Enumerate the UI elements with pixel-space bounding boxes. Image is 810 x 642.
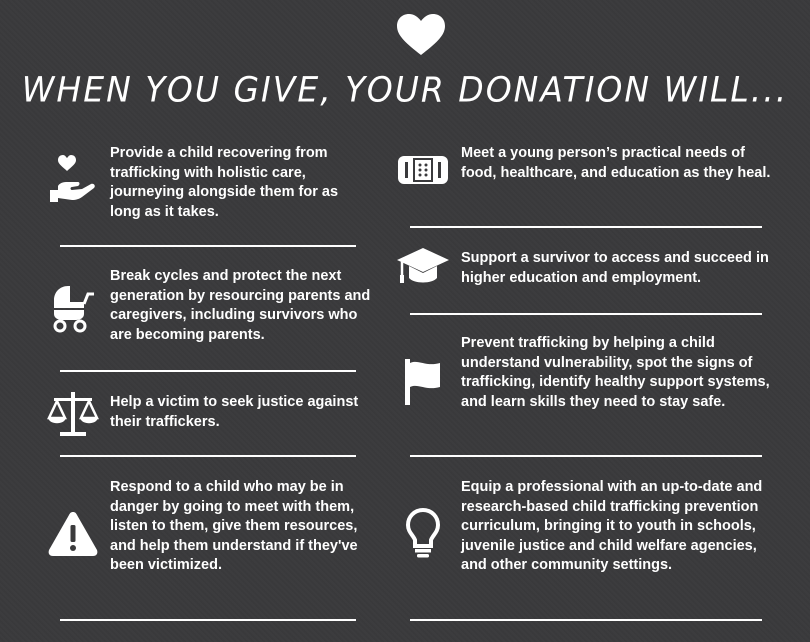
right-item-2-text: Support a survivor to access and succeed in higher education and employment. (461, 250, 769, 286)
right-divider-1 (410, 226, 762, 228)
hand-heart-icon (46, 152, 100, 206)
right-item-4-text: Equip a professional with an up-to-date and research-based child trafficking prevention curriculum, bringing it to youth in schools, juvenile justice and child welfare agencies, and other community settings. (461, 479, 763, 573)
left-item-4-text: Respond to a child who may be in danger by going to meet with them, listen to them, give them resources, and help them understand if they've been victimized. (110, 479, 358, 573)
left-divider-2 (60, 370, 356, 372)
left-item-1-text: Provide a child recovering from trafficking with holistic care, journeying alongside them for as long as it takes. (110, 145, 339, 220)
right-item-3-text: Prevent trafficking by helping a child understand vulnerability, spot the signs of trafficking, identify healthy support systems, and learn skills they need to stay safe. (461, 335, 770, 410)
stroller-icon (46, 280, 100, 334)
page-title: WHEN YOU GIVE, YOUR DONATION WILL... (21, 69, 789, 110)
right-divider-4 (410, 619, 762, 621)
lightbulb-icon (396, 506, 450, 560)
left-divider-4 (60, 619, 356, 621)
right-divider-2 (410, 313, 762, 315)
right-item-1-text: Meet a young person’s practical needs of food, healthcare, and education as they heal. (461, 145, 771, 181)
graduation-cap-icon (396, 240, 450, 294)
bandage-icon (396, 144, 450, 198)
scales-icon (46, 388, 100, 442)
heart-icon (397, 14, 445, 56)
left-divider-1 (60, 245, 356, 247)
left-item-3-text: Help a victim to seek justice against their traffickers. (110, 394, 359, 430)
warning-icon (46, 508, 100, 562)
left-divider-3 (60, 455, 356, 457)
left-item-2-text: Break cycles and protect the next generation by resourcing parents and caregivers, including survivors who are becoming parents. (110, 268, 371, 343)
right-divider-3 (410, 455, 762, 457)
flag-icon (396, 355, 450, 409)
